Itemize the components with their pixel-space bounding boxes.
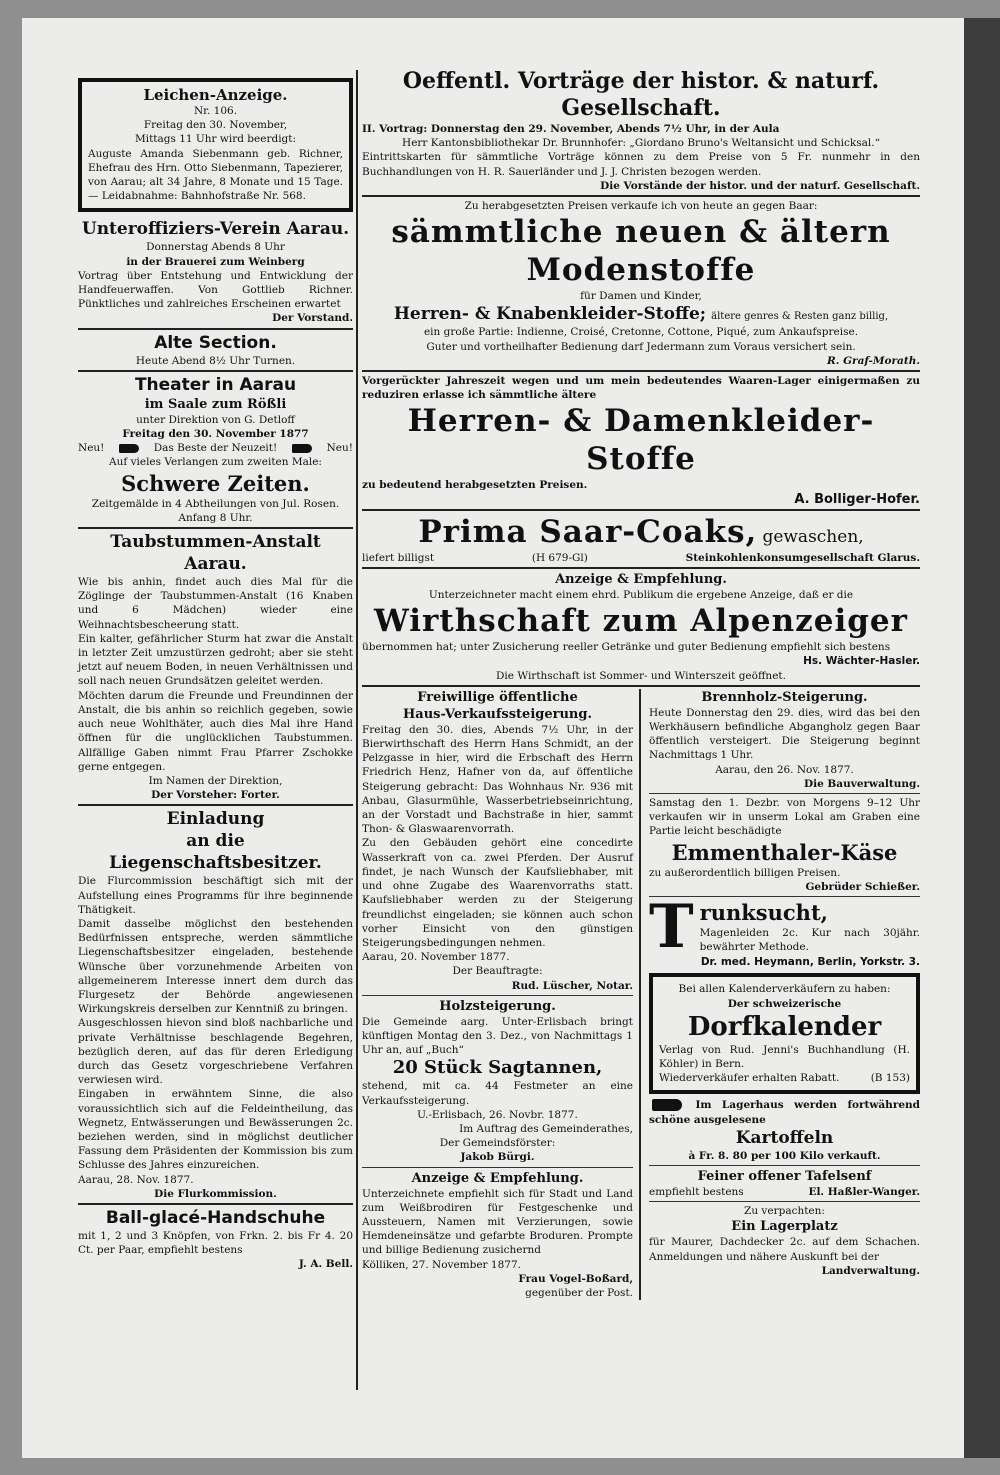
haus-date: Aarau, 20. November 1877. — [362, 951, 510, 964]
kartoffeln-title: Kartoffeln — [735, 1127, 834, 1148]
coaks-line — [362, 551, 920, 565]
death-notice-line-1: Freitag den 30. November, — [143, 119, 288, 132]
brennholz-body: Heute Donnerstag den 29. dies, wird das bei den Werkhäusern befindliche Abgangholz gegen Baar öffentlich versteigert. Die Steigerung beginnt Nachmittags 1 Uhr. — [649, 706, 920, 762]
unteroffiziere-line-2: in der Brauerei zum Weinberg — [126, 255, 305, 268]
alte-section-title: Alte Section. — [154, 332, 277, 353]
vortraege-sign: Die Vorstände der histor. und der naturf. Gesellschaft. — [600, 179, 920, 192]
brennholz-date: Aarau, den 26. Nov. 1877. — [715, 763, 854, 776]
tafelsenf-recommend: empfiehlt bestens — [649, 1185, 744, 1198]
haus-p2: Zu den Gebäuden gehört eine concedirte Wasserkraft von ca. zwei Pferden. Der Ausruf findet, je nach Wunsch der Kaufsliebhaber, mit und ohne Zugabe des Waarenvorraths statt. Kaufsliebhaber werden zu der Steigerung freundlichst eingeladen; sie können auch schon vorher Einsicht von den günstigen Steigerungsbedingungen nehmen. — [362, 837, 633, 949]
vortraege-line-3: Eintrittskarten für sämmtliche Vorträge können zu dem Preise von 5 Fr. nunmehr in den Buchhandlungen von H. R. Sauerländer und J. J. Christen bezogen werden. — [362, 151, 920, 178]
mode-line-subtitle — [362, 303, 920, 325]
holz-line-3: Im Auftrag des Gemeinderathes, — [459, 1122, 633, 1135]
coaks-code: (H 679-Gl) — [531, 551, 588, 564]
tafelsenf-title: Feiner offener Tafelsenf — [697, 1168, 872, 1184]
divider — [78, 370, 353, 372]
mode-subtitle-note: ältere genres & Resten ganz billig, — [711, 311, 889, 323]
bolliger-line-1: Vorgerückter Jahreszeit wegen und um mein bedeutendes Waaren-Lager einigermaßen zu reduziren erlasse ich sämmtliche ältere — [362, 375, 920, 402]
unteroffiziere-line-1: Donnerstag Abends 8 Uhr — [146, 241, 285, 254]
divider — [362, 685, 920, 687]
weiss-date: Kölliken, 27. November 1877. — [362, 1258, 521, 1271]
alte-section-line: Heute Abend 8½ Uhr Turnen. — [135, 354, 296, 367]
unteroffiziere-sign: Der Vorstand. — [272, 312, 353, 325]
dorfkalender-code: (B 153) — [870, 1072, 910, 1085]
alpenzeiger-head: Anzeige & Empfehlung. — [555, 572, 727, 588]
einladung-p3: Ausgeschlossen hievon sind bloß nachbarliche und private Verhältnisse beschlagende Begehren, bezüglich deren, auf das für deren Erledigung durch das Gesetz vorgeschriebene Verfahren verwiesen wird. — [78, 1017, 353, 1087]
pointing-hand-icon — [292, 444, 312, 453]
theater-line-4: Auf vieles Verlangen zum zweiten Male: — [109, 456, 322, 469]
divider — [362, 509, 920, 511]
haus-sign: Rud. Lüscher, Notar. — [511, 979, 633, 992]
kaese-line-1: Samstag den 1. Dezbr. von Morgens 9–12 Uhr verkaufen wir in unserm Lokal am Graben eine Partie leicht beschädigte — [649, 797, 920, 838]
mode-title: sämmtliche neuen & ältern Modenstoffe — [391, 214, 891, 289]
lagerplatz-title: Ein Lagerplatz — [731, 1219, 838, 1235]
divider — [362, 995, 633, 996]
unteroffiziere-title: Unteroffiziers-Verein Aarau. — [81, 219, 350, 240]
haus-body: Freitag den 30. dies, Abends 7½ Uhr, in der Bierwirthschaft des Herrn Hans Schmidt, an der Pelzgasse in hier, wird die Erbschaft des Herrn Friedrich Henz, Hafner von da, auf öffentliche Steigerung gebracht: Das Wohnhaus Nr. 936 mit Anbau, Glasurmühle, Wasserbetriebseinrichtung, an der Vorstadt und Bachstraße in hier, sammt Thon- & Glaswaarenvorrath. — [362, 723, 633, 836]
trunksucht-initial: T — [649, 899, 694, 956]
alpenzeiger-line-1: Unterzeichneter macht einem ehrd. Publikum die ergebene Anzeige, daß er die — [428, 589, 854, 602]
alpenzeiger-sign: Hs. Wächter-Hasler. — [803, 655, 920, 668]
alpenzeiger-line-3: Die Wirthschaft ist Sommer- und Winterszeit geöffnet. — [496, 669, 786, 682]
theater-title: Theater in Aarau — [134, 374, 297, 395]
haus-title-2: Haus-Verkaufssteigerung. — [403, 706, 592, 722]
brennholz-sign: Die Bauverwaltung. — [803, 777, 920, 790]
pointing-hand-icon — [652, 1099, 682, 1111]
haus-line-3: Der Beauftragte: — [452, 965, 543, 978]
dorfkalender-ad — [649, 973, 920, 1094]
einladung-p2: Damit dasselbe möglichst den bestehenden Bedürfnissen entspreche, werden sämmtliche Liegenschaftsbesitzer eingeladen, bestehende Wünsche über vorzunehmende Arbeiten von allgemeinerem Interesse innert dem durch das Flurgesetz der Behörde angewiesenen Wirkungskreis derselben zur Kenntniß zu bringen. — [78, 917, 353, 1016]
holz-line-4: Der Gemeindsförster: — [439, 1137, 556, 1150]
dorfkalender-line-4 — [659, 1071, 910, 1085]
vortraege-title: Oeffentl. Vorträge der histor. & naturf. Gesellschaft. — [402, 68, 880, 121]
bolliger-sign: A. Bolliger-Hofer. — [794, 491, 920, 507]
weiss-head: Anzeige & Empfehlung. — [411, 1170, 584, 1186]
ball-sign: J. A. Bell. — [298, 1258, 353, 1271]
theater-novelty-line — [78, 441, 353, 455]
theater-new-1: Neu! — [78, 442, 105, 455]
trunksucht-ad — [649, 899, 920, 955]
ball-title: Ball-glacé-Handschuhe — [105, 1207, 326, 1228]
divider — [649, 1165, 920, 1166]
mode-line-2: für Damen und Kinder, — [580, 290, 702, 303]
divider — [78, 804, 353, 806]
taubstummen-p2: Ein kalter, gefährlicher Sturm hat zwar die Anstalt in letzter Zeit umzustürzen gedroht; aber sie steht jetzt auf neuem Boden, in neuen Verhältnissen und soll nach neuen Grundsätzen geleitet werden. — [78, 632, 353, 688]
coaks-heading — [362, 513, 920, 551]
kaese-sign: Gebrüder Schießer. — [805, 880, 920, 893]
einladung-date: Aarau, 28. Nov. 1877. — [78, 1173, 194, 1186]
theater-line-5: Zeitgemälde in 4 Abtheilungen von Jul. Rosen. — [91, 497, 340, 510]
theater-subtitle: im Saale zum Rößli — [144, 396, 287, 412]
divider — [362, 195, 920, 197]
death-notice-line-3: Auguste Amanda Siebenmann geb. Richner, Ehefrau des Hrn. Otto Siebenmann, Tapezierer, von Aarau; alt 34 Jahre, 8 Monate und 15 Tage. — Leidabnahme: Bahnhofstraße Nr. 568. — [88, 147, 343, 203]
column-divider — [356, 70, 358, 1390]
divider — [78, 328, 353, 330]
coaks-left: liefert billigst — [362, 551, 435, 564]
kartoffeln-line-2: à Fr. 8. 80 per 100 Kilo verkauft. — [688, 1149, 881, 1162]
bolliger-line-2: zu bedeutend herabgesetzten Preisen. — [362, 479, 588, 492]
alpenzeiger-line-2: übernommen hat; unter Zusicherung reeller Getränke und guter Bedienung empfiehlt sich bestens — [362, 641, 891, 654]
dorfkalender-line-3: Verlag von Rud. Jenni's Buchhandlung (H. Köhler) in Bern. — [659, 1043, 910, 1070]
holz-sign: Jakob Bürgi. — [460, 1151, 535, 1164]
kartoffeln-line-1 — [649, 1098, 920, 1126]
divider — [362, 1167, 633, 1168]
pointing-hand-icon — [119, 444, 139, 453]
right-column — [362, 68, 920, 1300]
alpenzeiger-title: Wirthschaft zum Alpenzeiger — [374, 603, 908, 640]
theater-date: Freitag den 30. November 1877 — [122, 428, 309, 441]
taubstummen-sign: Der Vorsteher: Forter. — [151, 789, 280, 802]
einladung-p4: Eingaben in erwähntem Sinne, die also voraussichtlich sich auf die Feldeintheilung, das Wegnetz, Entwässerungen und Bewässerungen 2c. beziehen werden, sind in möglichst deutlicher Fassung dem Präsidenten der Kommission bis zum Schlusse des Jahres einzureichen. — [78, 1088, 353, 1172]
divider — [78, 527, 353, 529]
theater-line-1: unter Direktion von G. Detloff — [136, 413, 295, 426]
trunksucht-sign: Dr. med. Heymann, Berlin, Yorkstr. 3. — [700, 956, 920, 969]
einladung-p1: Die Flurcommission beschäftigt sich mit der Aufstellung eines Programms für ihre beginnende Thätigkeit. — [78, 875, 353, 916]
divider — [649, 1201, 920, 1202]
death-notice-title: Leichen-Anzeige. — [143, 86, 288, 104]
unteroffiziere-body: Vortrag über Entstehung und Entwicklung der Handfeuerwaffen. Von Gottlieb Richner. Pünktliches und zahlreiches Erscheinen erwartet — [78, 269, 353, 311]
divider — [78, 1203, 353, 1205]
kaese-title: Emmenthaler-Käse — [671, 839, 898, 865]
taubstummen-p4: Im Namen der Direktion, — [148, 774, 283, 787]
holz-body: Die Gemeinde aarg. Unter-Erlisbach bringt künftigen Montag den 3. Dez., von Nachmittags 1 Uhr an, auf „Buch“ — [362, 1015, 633, 1057]
death-notice-number: Nr. 106. — [193, 105, 238, 117]
left-column — [78, 68, 353, 1272]
coaks-sign: Steinkohlenkonsumgesellschaft Glarus. — [685, 551, 920, 564]
vortraege-line-1: II. Vortrag: Donnerstag den 29. November, Abends 7½ Uhr, in der Aula — [362, 123, 780, 135]
lagerplatz-line-1: Zu verpachten: — [744, 1205, 825, 1218]
dorfkalender-title: Dorfkalender — [687, 1011, 882, 1042]
theater-new-2: Neu! — [326, 442, 353, 455]
trunksucht-line-1: Magenleiden 2c. Kur nach 30jähr. bewährter Methode. — [699, 927, 920, 954]
taubstummen-title: Taubstummen-Anstalt Aarau. — [110, 532, 321, 575]
einladung-subtitle: an die Liegenschaftsbesitzer. — [109, 831, 322, 874]
mode-line-3: ein große Partie: Indienne, Croisé, Cretonne, Cottone, Piqué, zum Ankaufspreise. — [423, 326, 859, 339]
einladung-title: Einladung — [166, 809, 265, 830]
dorfkalender-line-1: Bei allen Kalenderverkäufern zu haben: — [678, 983, 891, 996]
divider — [649, 896, 920, 897]
holz-big: 20 Stück Sagtannen, — [392, 1057, 603, 1079]
theater-novelty-text: Das Beste der Neuzeit! — [153, 442, 278, 455]
death-notice — [78, 78, 353, 212]
divider — [362, 370, 920, 372]
trunksucht-title: runksucht, — [699, 900, 828, 926]
haus-title-1: Freiwillige öffentliche — [417, 689, 578, 705]
taubstummen-p1: Wie bis anhin, findet auch dies Mal für die Zöglinge der Taubstummen-Anstalt (16 Knaben und 6 Mädchen) wieder eine Weihnachtsbescheerung statt. — [78, 576, 353, 631]
sub-column-right — [641, 689, 920, 1300]
vortraege-line-2: Herr Kantonsbibliothekar Dr. Brunnhofer: „Giordano Bruno's Weltansicht und Schicksal.“ — [402, 137, 880, 150]
taubstummen-p3: Möchten darum die Freunde und Freundinnen der Anstalt, die bis anhin so reichlich gegeben, sowie auch neue Wohlthäter, auch dies Mal ihre Hand öffnen für die unglücklichen Taubstummen. Allfällige Gaben nimmt Frau Pfarrer Zschokke gerne entgegen. — [78, 689, 353, 773]
divider — [362, 567, 920, 569]
holz-p2: stehend, mit ca. 44 Festmeter an eine Verkaufssteigerung. — [362, 1080, 633, 1107]
two-column-section — [362, 689, 920, 1300]
weiss-body: Unterzeichnete empfiehlt sich für Stadt und Land zum Weißbrodiren für Festgeschenke und Aussteuern, Namen mit Verzierungen, sowie Hemdeneinsätze und gefarbte Broduren. Prompte und billige Bedienung zusichernd — [362, 1187, 633, 1257]
holz-title: Holzsteigerung. — [439, 998, 556, 1014]
lagerplatz-sign: Landverwaltung. — [821, 1264, 920, 1277]
dorfkalender-line-2: Der schweizerische — [727, 997, 842, 1010]
sub-column-left — [362, 689, 641, 1300]
kartoffeln-intro: Im Lagerhaus werden fortwährend schöne ausgelesene — [649, 1099, 921, 1126]
bolliger-title: Herren- & Damenkleider-Stoffe — [407, 403, 875, 478]
coaks-title-2: gewaschen, — [762, 526, 864, 547]
dorfkalender-rabatt: Wiederverkäufer erhalten Rabatt. — [659, 1072, 840, 1085]
holz-date: U.-Erlisbach, 26. Novbr. 1877. — [417, 1108, 578, 1121]
mode-line-1: Zu herabgesetzten Preisen verkaufe ich von heute an gegen Baar: — [464, 200, 818, 213]
lagerplatz-line-2: für Maurer, Dachdecker 2c. auf dem Schachen. Anmeldungen und nähere Auskunft bei der — [649, 1236, 920, 1263]
einladung-sign: Die Flurkommission. — [154, 1187, 277, 1200]
mode-sign: R. Graf-Morath. — [827, 354, 920, 367]
divider — [649, 793, 920, 794]
theater-line-6: Anfang 8 Uhr. — [178, 511, 253, 524]
mode-subtitle: Herren- & Knabenkleider-Stoffe; — [393, 304, 707, 325]
tafelsenf-sign: El. Haßler-Wanger. — [808, 1185, 920, 1198]
weiss-sign: Frau Vogel-Boßard, — [518, 1272, 633, 1285]
weiss-line-2: gegenüber der Post. — [525, 1286, 633, 1299]
theater-play-title: Schwere Zeiten. — [121, 470, 310, 496]
page-edge-shadow — [964, 18, 1000, 1458]
mode-line-4: Guter und vortheilhafter Bedienung darf Jedermann zum Voraus versichert sein. — [426, 340, 856, 353]
death-notice-line-2: Mittags 11 Uhr wird beerdigt: — [134, 133, 297, 146]
tafelsenf-line — [649, 1185, 920, 1199]
kaese-line-2: zu außerordentlich billigen Preisen. — [649, 866, 841, 879]
brennholz-title: Brennholz-Steigerung. — [701, 689, 868, 705]
coaks-title: Prima Saar-Coaks, — [418, 513, 758, 550]
ball-body: mit 1, 2 und 3 Knöpfen, von Frkn. 2. bis Fr 4. 20 Ct. per Paar, empfiehlt bestens — [78, 1229, 353, 1257]
